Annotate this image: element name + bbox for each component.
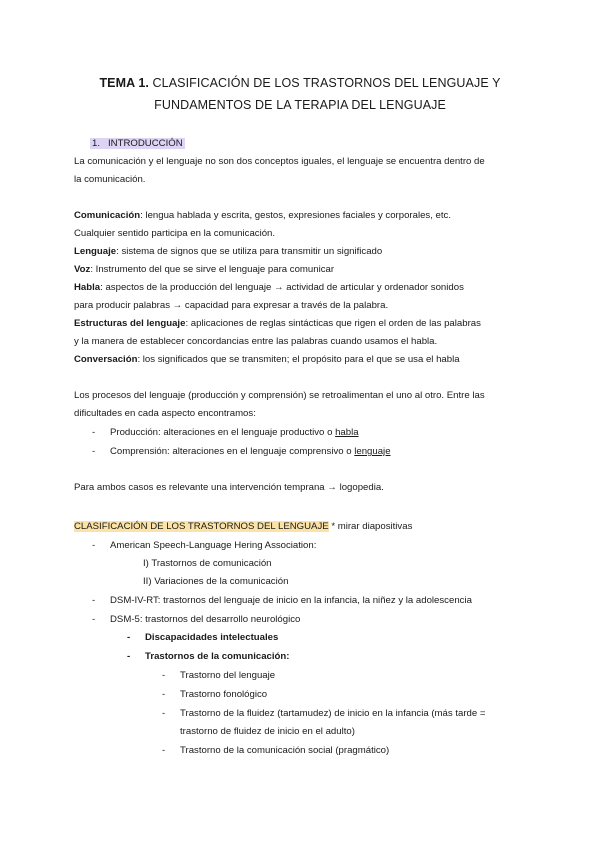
title-line-2: FUNDAMENTOS DE LA TERAPIA DEL LENGUAJE <box>154 98 446 112</box>
clasif-dsm4: DSM-IV-RT: trastornos del lenguaje de inicio en la infancia, la niñez y la adolescencia <box>110 595 472 606</box>
intro-paragraph-l1: La comunicación y el lenguaje no son dos conceptos iguales, el lenguaje se encuentra dentro de <box>74 156 485 167</box>
def-lenguaje <box>74 246 382 258</box>
term: Habla <box>74 282 101 293</box>
intro-heading <box>90 138 185 150</box>
term: Estructuras del lenguaje <box>74 318 186 329</box>
definition: : lengua hablada y escrita, gestos, expresiones faciales y corporales, etc. <box>140 210 452 221</box>
definition: : aspectos de la producción del lenguaje → actividad de articular y ordenador sonidos <box>100 282 464 293</box>
bullet-dash: - <box>92 446 96 457</box>
underlined-term: lenguaje <box>354 446 391 457</box>
definition: : aplicaciones de reglas sintácticas que rigen el orden de las palabras <box>185 318 481 329</box>
definition: : los significados que se transmiten; el propósito para el que se usa el habla <box>137 354 460 365</box>
clasif-heading <box>74 521 412 533</box>
def-habla-l2: para producir palabras → capacidad para expresar a través de la palabra. <box>74 300 389 311</box>
term: Lenguaje <box>74 246 117 257</box>
def-conversacion <box>74 354 460 366</box>
bullet-dash: - <box>92 595 96 606</box>
bullet-dash: - <box>92 614 96 625</box>
title-prefix: TEMA 1. <box>99 76 149 90</box>
section-title: CLASIFICACIÓN DE LOS TRASTORNOS DEL LENGUAJE <box>74 521 329 532</box>
def-habla <box>74 282 464 294</box>
clasif-t-fluidez-l1: Trastorno de la fluidez (tartamudez) de inicio en la infancia (más tarde = <box>180 708 486 719</box>
procesos-comprension <box>110 446 391 458</box>
clasif-asha: American Speech-Language Hering Association: <box>110 540 317 551</box>
text: Producción: alteraciones en el lenguaje productivo o <box>110 427 336 438</box>
bullet-dash: - <box>92 427 96 438</box>
clasif-asha-i: I) Trastornos de comunicación <box>143 558 272 569</box>
section-title: INTRODUCCIÓN <box>108 138 183 149</box>
title-text: CLASIFICACIÓN DE LOS TRASTORNOS DEL LENGUAJE Y <box>148 76 501 90</box>
clasif-t-fonologico: Trastorno fonológico <box>180 689 268 700</box>
text: Comprensión: alteraciones en el lenguaje comprensivo o <box>110 446 355 457</box>
bold-item: Trastornos de la comunicación: <box>145 651 290 662</box>
term: Voz <box>74 264 91 275</box>
term: Comunicación <box>74 210 141 221</box>
clasif-t-fluidez-l2: trastorno de fluidez de inicio en el adulto) <box>180 726 355 737</box>
clasif-t-lenguaje: Trastorno del lenguaje <box>180 670 276 681</box>
title-line-1 <box>0 76 600 90</box>
definition: : Instrumento del que se sirve el lenguaje para comunicar <box>90 264 335 275</box>
def-cualquier: Cualquier sentido participa en la comunicación. <box>74 228 276 239</box>
clasif-dsm5: DSM-5: trastornos del desarrollo neurológico <box>110 614 301 625</box>
definition: : sistema de signos que se utiliza para transmitir un significado <box>116 246 383 257</box>
bullet-dash: - <box>162 708 166 719</box>
def-comunicacion <box>74 210 451 222</box>
clasif-trastornos-com <box>145 651 289 663</box>
bullet-dash: - <box>127 651 131 662</box>
clasif-t-social: Trastorno de la comunicación social (pragmático) <box>180 745 390 756</box>
def-estructuras-l2: y la manera de establecer concordancias entre las palabras cuando usamos el habla. <box>74 336 438 347</box>
procesos-produccion <box>110 427 359 439</box>
section-note: * mirar diapositivas <box>328 521 413 532</box>
term: Conversación <box>74 354 138 365</box>
procesos-ambos: Para ambos casos es relevante una intervención temprana → logopedia. <box>74 482 384 493</box>
def-estructuras <box>74 318 481 330</box>
clasif-discapacidades <box>145 632 278 644</box>
bullet-dash: - <box>127 632 131 643</box>
procesos-l1: Los procesos del lenguaje (producción y comprensión) se retroalimentan el uno al otro. Entre las <box>74 390 485 401</box>
procesos-l2: dificultades en cada aspecto encontramos: <box>74 408 256 419</box>
bullet-dash: - <box>162 689 166 700</box>
bold-item: Discapacidades intelectuales <box>145 632 279 643</box>
bullet-dash: - <box>162 670 166 681</box>
section-number: 1. <box>92 138 101 149</box>
bullet-dash: - <box>162 745 166 756</box>
bullet-dash: - <box>92 540 96 551</box>
def-voz <box>74 264 334 276</box>
clasif-asha-ii: II) Variaciones de la comunicación <box>143 576 289 587</box>
underlined-term: habla <box>335 427 359 438</box>
intro-paragraph-l2: la comunicación. <box>74 174 146 185</box>
